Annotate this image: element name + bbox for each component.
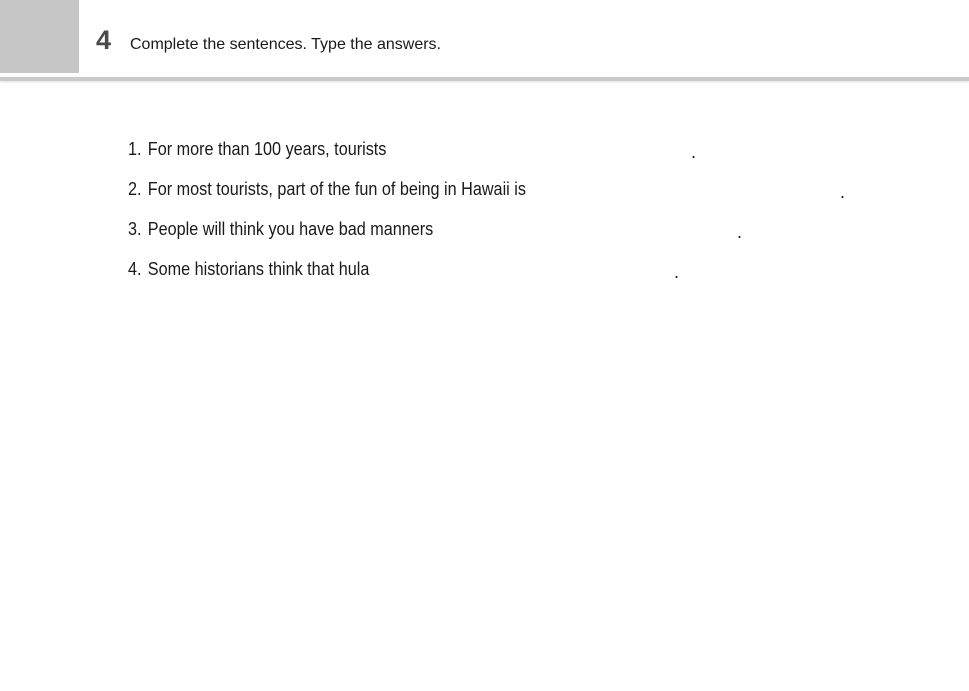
answer-input-1[interactable] [403, 137, 688, 161]
answer-input-4[interactable] [386, 257, 671, 281]
sentence-number: 4. [128, 259, 142, 279]
answer-input-2[interactable] [552, 177, 837, 201]
sentence-text: Some historians think that hula [147, 259, 370, 279]
sentence-1 [128, 137, 386, 161]
sentence-period: . [737, 222, 743, 242]
header-divider [0, 77, 969, 81]
exercise-header [0, 0, 969, 78]
sentence-number: 2. [128, 179, 142, 199]
sentence-text: For more than 100 years, tourists [147, 139, 387, 159]
header-color-block [0, 0, 79, 73]
sentence-number: 3. [128, 219, 142, 239]
sentence-number: 1. [128, 139, 142, 159]
exercise-instruction: Complete the sentences. Type the answers. [130, 36, 441, 53]
sentence-period: . [840, 182, 846, 202]
sentence-text: For most tourists, part of the fun of being in Hawaii is [147, 179, 526, 199]
answer-input-3[interactable] [449, 217, 734, 241]
sentence-period: . [674, 262, 680, 282]
sentence-period: . [691, 142, 697, 162]
sentence-3 [128, 217, 433, 241]
sentence-4 [128, 257, 369, 281]
exercise-number: 4 [96, 25, 112, 55]
sentence-text: People will think you have bad manners [147, 219, 434, 239]
sentence-2 [128, 177, 526, 201]
